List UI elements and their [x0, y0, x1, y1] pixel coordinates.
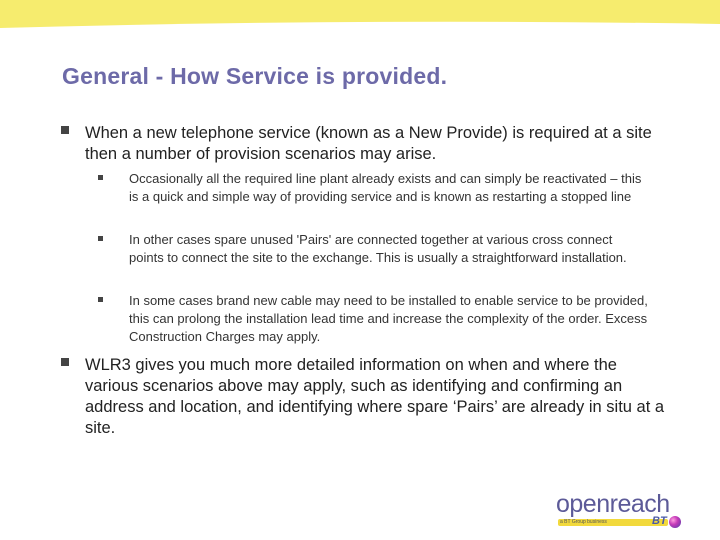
bt-logo-text: BT [652, 515, 667, 527]
square-bullet-icon [98, 297, 103, 302]
sub-bullet-item [129, 292, 649, 346]
sub-bullet-item [129, 231, 649, 267]
logo-wordmark: openreach [556, 490, 670, 518]
square-bullet-icon [98, 175, 103, 180]
bt-globe-icon [669, 516, 681, 528]
logo-tagline: a BT Group business [560, 519, 607, 525]
square-bullet-icon [61, 126, 69, 134]
top-decorative-band [0, 0, 720, 32]
openreach-logo [556, 490, 686, 530]
bullet-item [85, 355, 665, 439]
band-curve [0, 0, 720, 32]
bullet-text: When a new telephone service (known as a New Provide) is required at a site then a number of provision scenarios may arise. [85, 124, 652, 163]
sub-bullet-text: In some cases brand new cable may need to be installed to enable service to be provided, this can prolong the installation lead time and increase the complexity of the order. Excess Construction Charges may apply. [129, 293, 648, 344]
sub-bullet-text: Occasionally all the required line plant already exists and can simply be reactivated – this is a quick and simple way of providing service and is known as restarting a stopped line [129, 171, 642, 204]
sub-bullet-text: In other cases spare unused 'Pairs' are connected together at various cross connect points to connect the site to the exchange. This is usually a straightforward installation. [129, 232, 627, 265]
bullet-item [85, 123, 665, 165]
slide-title: General - How Service is provided. [62, 63, 448, 89]
bullet-text: WLR3 gives you much more detailed information on when and where the various scenarios above may apply, such as identifying and confirming an address and location, and identifying where spare ‘Pairs’ are already in situ at a site. [85, 356, 665, 437]
square-bullet-icon [98, 236, 103, 241]
square-bullet-icon [61, 358, 69, 366]
sub-bullet-item [129, 170, 649, 206]
